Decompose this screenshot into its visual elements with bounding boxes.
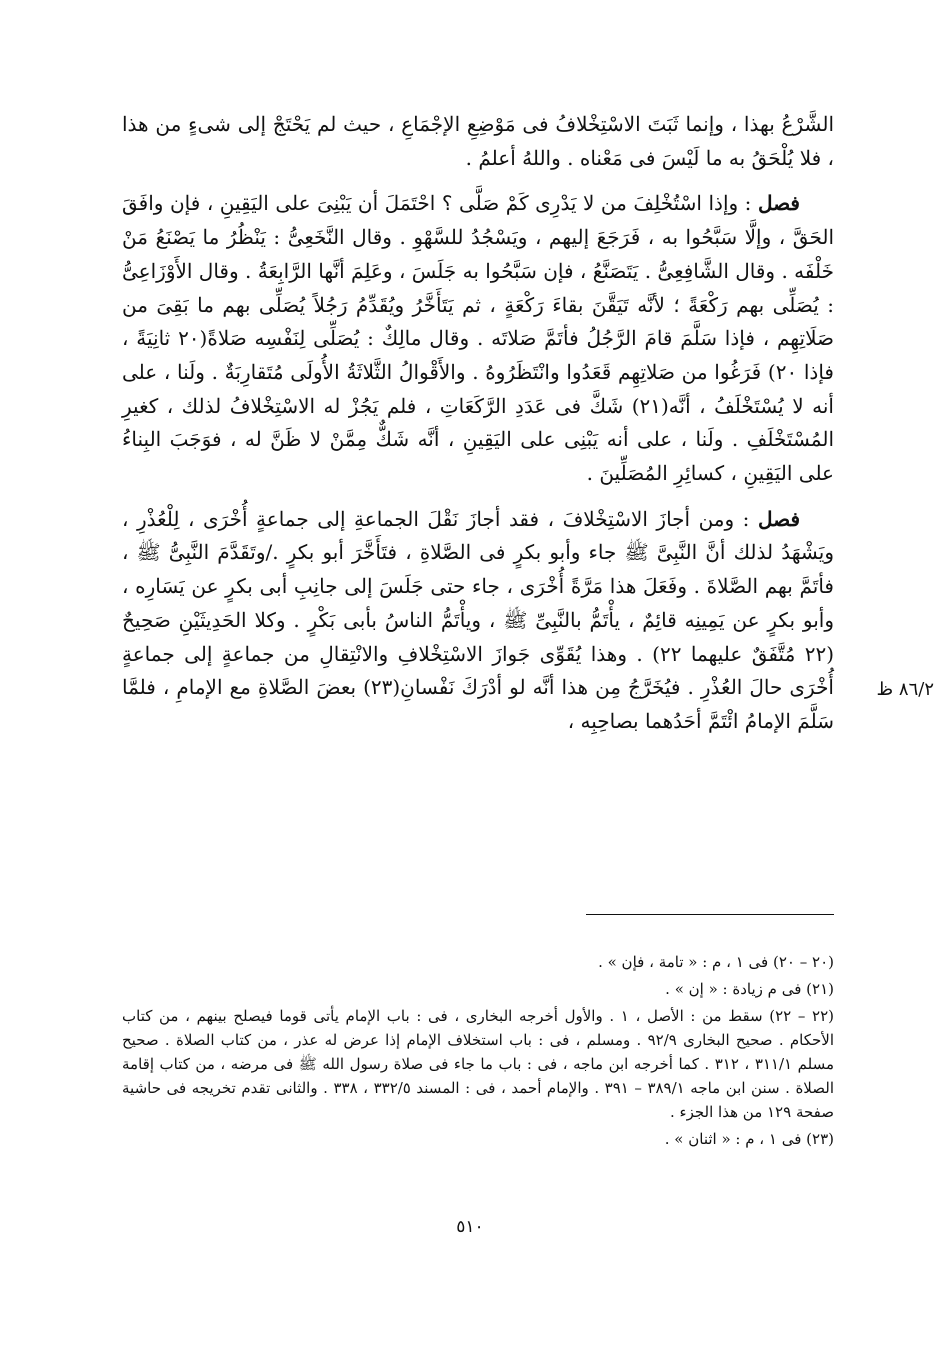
footnote: (٢١) فى م زيادة : « إن » . [665,980,834,998]
manuscript-margin-reference: ٨٦/٢ ظ [876,679,934,700]
paragraph-text: الشَّرْعُ بهذا ، وإنما ثَبَتَ الاسْتِخْلافُ فى مَوْضِعِ الإجْمَاعِ ، حيث لم يَحْتَجْ إلى شىءٍ من هذا ، فلا يُلْحَقُ به ما لَيْسَ فى مَعْناه . واللهُ أعلمُ . [122,112,834,170]
main-text [122,108,834,739]
paragraph-text: : وإذا اسْتُخْلِفَ من لا يَدْرِى كَمْ صَلَّى ؟ احْتَمَلَ أن يَبْنِىَ على اليَقِينِ ، فإن وافَقَ الحَقَّ ، وإلَّا سَبَّحُوا به ، فَرَجَعَ إليهم ، ويَسْجُدُ للسَّهْوِ . وقال النَّخَعِىُّ : يَنْظُرُ ما يَصْنَعُ مَنْ خَلْفَه . وقال الشَّافِعِىُّ . يَتَصَنَّعُ ، فإن سَبَّحُوا به جَلَسَ ، وعَلِمَ أنَّها الرَّابِعَةُ . وقال الأَوْزَاعِىُّ : يُصَلِّى بهم رَكْعَةً ؛ لأنَّه تَيَقَّنَ بقاءَ رَكْعَةٍ ، ثم يَتَأَخَّرُ ويُقَدِّمُ رَجُلاً يُصَلِّى بهم ما بَقِىَ من صَلَاتِهِم ، فإذا سَلَّمَ قامَ الرَّجُلُ فأتَمَّ صَلاتَه . وقال مالِكٌ : يُصَلِّى لِنَفْسِه صَلاةً(٢٠ ثانِيَةً ، فإذا ٢٠) فَرَغُوا من صَلاتِهِم قَعَدُوا وانْتَظَرُوهُ . والأَقْوالُ الثَّلاثَةُ الأُولَى مُتَقارِبَةٌ . ولَنا ، على أنه لا يُسْتَخْلَفُ ، أنَّه(٢١) شَكَّ فى عَدَدِ الرَّكَعَاتِ ، فلم يَجُزْ له الاسْتِخْلافُ لذلك ، كغيرِ المُسْتَخْلَفِ . ولَنا ، على أنه يَبْنِى على اليَقِينِ ، أنَّه شَكٌّ مِمَّنْ لا ظَنَّ له ، فوَجَبَ البِناءُ على اليَقِينِ ، كسائِرِ المُصَلِّينَ . [122,191,834,486]
paragraph-fasl-1 [122,187,834,490]
footnote: (٢٢ – ٢٢) سقط من : الأصل ، ١ . والأول أخرجه البخارى ، فى : باب الإمام يأتى قوما فيصلح بينهم ، من كتاب الأحكام . صحيح البخارى ٩٢/٩ . ومسلم ، فى : باب استخلاف الإمام إذا عرض له عذر ، من كتاب الصلاة . صحيح مسلم ٣١١/١ ، ٣١٢ . كما أخرجه ابن ماجه ، فى : باب ما جاء فى صلاة رسول الله ﷺ فى مرضه ، من كتاب إقامة الصلاة . سنن ابن ماجه ٣٨٩/١ – ٣٩١ . والإمام أحمد ، فى : المسند ٣٣٢/٥ ، ٣٣٨ . والثانى تقدم تخريجه فى حاشية صفحة ١٢٩ من هذا الجزء . [122,1007,835,1121]
footnote: (٢٣) فى ١ ، م : « اثنان » . [664,1130,834,1148]
paragraph-continuation [122,108,834,175]
section-heading-word: فصل [757,191,800,216]
page-number: ٥١٠ [456,1217,484,1237]
section-heading-word: فصل [757,506,801,531]
footnotes [122,950,834,1154]
paragraph-fasl-2 [122,503,834,739]
paragraph-text: : ومن أجازَ الاسْتِخْلافَ ، فقد أجازَ نَقْلَ الجماعةِ إلى جماعةٍ أُخْرَى ، لِلْعُذْرِ ، ويَشْهَدُ لذلك أنَّ النَّبِىَّ ﷺ جاء وأبو بكرٍ فى الصَّلاةِ ، فتَأَخَّرَ أبو بكرٍ ./وتَقَدَّمَ النَّبِىُّ ﷺ ، فأتَمَّ بهم الصَّلاةَ . وفَعَلَ هذا مَرَّةً أُخْرَى ، جاء حتى جَلَسَ إلى جانِبِ أبى بكرٍ عن يَسَارِه ، وأبو بكرٍ عن يَمِينِه قائِمٌ ، يأْتَمُّ بالنَّبِىِّ ﷺ ، ويأْتَمُّ الناسُ بأبى بَكْرٍ . وكلا الحَدِيثَيْنِ صَحِيحٌ (٢٢ مُتَّفَقٌ عليهما ٢٢) . وهذا يُقَوِّى جَوازَ الاسْتِخْلافِ والانْتِقالِ من جماعةٍ إلى جماعةٍ أُخْرَى حالَ العُذْرِ . فيُخَرَّجُ مِن هذا أنَّه لو أدْرَكَ نَفْسانِ(٢٣) بعضَ الصَّلاةِ مع الإمامِ ، فلمَّا سَلَّمَ الإمامُ ائْتَمَّ أحَدُهما بصاحِبِه ، [122,506,834,733]
footnote: (٢٠ – ٢٠) فى ١ ، م : « تامة ، فإن » . [598,953,834,971]
footnote-separator [586,914,834,915]
